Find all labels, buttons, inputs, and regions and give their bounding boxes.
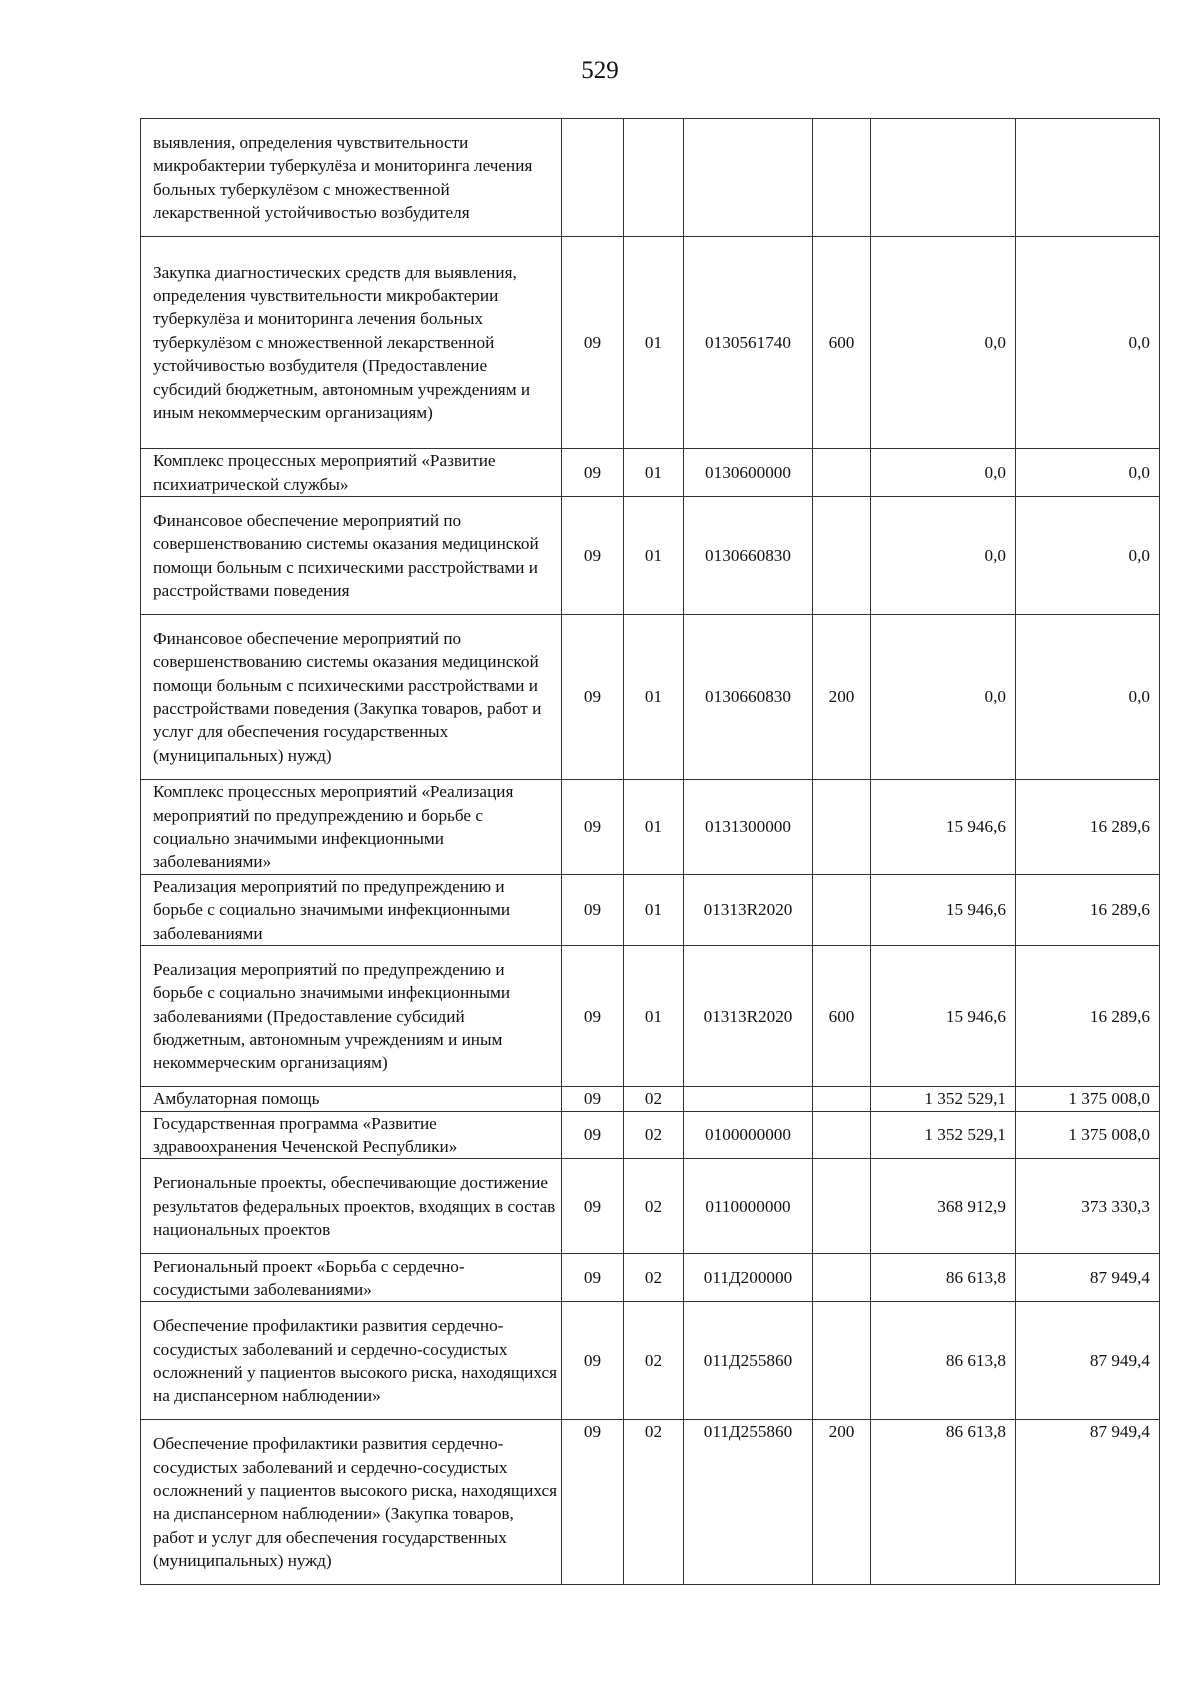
subsection-code: 01 bbox=[624, 615, 684, 780]
amount-year-2: 87 949,4 bbox=[1016, 1420, 1160, 1585]
row-name: Региональный проект «Борьба с сердечно-сосудистыми заболеваниями» bbox=[141, 1254, 562, 1302]
amount-year-1: 0,0 bbox=[871, 615, 1016, 780]
section-code: 09 bbox=[562, 1111, 624, 1159]
table-row bbox=[141, 1254, 1160, 1302]
amount-year-1: 1 352 529,1 bbox=[871, 1111, 1016, 1159]
subsection-code: 01 bbox=[624, 875, 684, 946]
amount-year-1: 0,0 bbox=[871, 237, 1016, 449]
row-name: Региональные проекты, обеспечивающие достижение результатов федеральных проектов, входящих в состав национальных проектов bbox=[141, 1159, 562, 1254]
section-code: 09 bbox=[562, 497, 624, 615]
row-name: Обеспечение профилактики развития сердечно-сосудистых заболеваний и сердечно-сосудистых осложнений у пациентов высокого риска, находящихся на диспансерном наблюдении» (Закупка товаров, работ и услуг для обеспечения государственных (муниципальных) нужд) bbox=[141, 1420, 562, 1585]
expense-type-code bbox=[813, 1254, 871, 1302]
amount-year-1: 86 613,8 bbox=[871, 1420, 1016, 1585]
expense-type-code bbox=[813, 1302, 871, 1420]
section-code: 09 bbox=[562, 780, 624, 875]
section-code: 09 bbox=[562, 615, 624, 780]
amount-year-2: 0,0 bbox=[1016, 449, 1160, 497]
table-row bbox=[141, 1302, 1160, 1420]
subsection-code: 01 bbox=[624, 497, 684, 615]
row-name: Закупка диагностических средств для выявления, определения чувствительности микробактерии туберкулёза и мониторинга лечения больных туберкулёзом с множественной лекарственной устойчивостью возбудителя (Предоставление субсидий бюджетным, автономным учреждениям и иным некоммерческим организациям) bbox=[141, 237, 562, 449]
amount-year-1: 86 613,8 bbox=[871, 1302, 1016, 1420]
row-name: Финансовое обеспечение мероприятий по совершенствованию системы оказания медицинской помощи больным с психическими расстройствами и расстройствами поведения bbox=[141, 497, 562, 615]
section-code: 09 bbox=[562, 1302, 624, 1420]
amount-year-2: 87 949,4 bbox=[1016, 1302, 1160, 1420]
row-name: Комплекс процессных мероприятий «Реализация мероприятий по предупреждению и борьбе с социально значимыми инфекционными заболеваниями» bbox=[141, 780, 562, 875]
table-row bbox=[141, 449, 1160, 497]
expense-type-code: 200 bbox=[813, 615, 871, 780]
target-article-code: 011Д200000 bbox=[684, 1254, 813, 1302]
table-row bbox=[141, 237, 1160, 449]
expense-type-code: 200 bbox=[813, 1420, 871, 1585]
amount-year-1 bbox=[871, 119, 1016, 237]
amount-year-2: 16 289,6 bbox=[1016, 875, 1160, 946]
subsection-code: 01 bbox=[624, 449, 684, 497]
amount-year-2: 16 289,6 bbox=[1016, 780, 1160, 875]
amount-year-1: 0,0 bbox=[871, 497, 1016, 615]
subsection-code: 02 bbox=[624, 1420, 684, 1585]
row-name: Обеспечение профилактики развития сердечно-сосудистых заболеваний и сердечно-сосудистых осложнений у пациентов высокого риска, находящихся на диспансерном наблюдении» bbox=[141, 1302, 562, 1420]
expense-type-code bbox=[813, 875, 871, 946]
subsection-code: 02 bbox=[624, 1302, 684, 1420]
section-code: 09 bbox=[562, 1254, 624, 1302]
target-article-code: 01313R2020 bbox=[684, 946, 813, 1087]
table-row bbox=[141, 1159, 1160, 1254]
expense-type-code bbox=[813, 1087, 871, 1111]
section-code: 09 bbox=[562, 875, 624, 946]
amount-year-2: 373 330,3 bbox=[1016, 1159, 1160, 1254]
expense-type-code bbox=[813, 780, 871, 875]
expense-type-code: 600 bbox=[813, 237, 871, 449]
amount-year-1: 15 946,6 bbox=[871, 780, 1016, 875]
section-code: 09 bbox=[562, 1420, 624, 1585]
amount-year-2: 0,0 bbox=[1016, 615, 1160, 780]
table-row bbox=[141, 615, 1160, 780]
section-code: 09 bbox=[562, 449, 624, 497]
table-row bbox=[141, 497, 1160, 615]
expense-type-code bbox=[813, 1111, 871, 1159]
expense-type-code bbox=[813, 1159, 871, 1254]
amount-year-1: 368 912,9 bbox=[871, 1159, 1016, 1254]
amount-year-2: 1 375 008,0 bbox=[1016, 1111, 1160, 1159]
row-name: Реализация мероприятий по предупреждению и борьбе с социально значимыми инфекционными заболеваниями (Предоставление субсидий бюджетным, автономным учреждениям и иным некоммерческим организациям) bbox=[141, 946, 562, 1087]
target-article-code: 0100000000 bbox=[684, 1111, 813, 1159]
amount-year-2: 1 375 008,0 bbox=[1016, 1087, 1160, 1111]
expense-type-code bbox=[813, 497, 871, 615]
target-article-code: 0110000000 bbox=[684, 1159, 813, 1254]
table-row bbox=[141, 1420, 1160, 1585]
table-row bbox=[141, 1111, 1160, 1159]
amount-year-1: 0,0 bbox=[871, 449, 1016, 497]
section-code: 09 bbox=[562, 1087, 624, 1111]
subsection-code: 02 bbox=[624, 1254, 684, 1302]
amount-year-1: 86 613,8 bbox=[871, 1254, 1016, 1302]
target-article-code bbox=[684, 1087, 813, 1111]
table-row bbox=[141, 1087, 1160, 1111]
section-code bbox=[562, 119, 624, 237]
target-article-code: 0130660830 bbox=[684, 615, 813, 780]
expense-type-code bbox=[813, 449, 871, 497]
subsection-code: 01 bbox=[624, 780, 684, 875]
amount-year-1: 15 946,6 bbox=[871, 875, 1016, 946]
amount-year-2: 0,0 bbox=[1016, 237, 1160, 449]
subsection-code: 01 bbox=[624, 237, 684, 449]
subsection-code: 02 bbox=[624, 1087, 684, 1111]
target-article-code: 0130660830 bbox=[684, 497, 813, 615]
subsection-code bbox=[624, 119, 684, 237]
row-name: Комплекс процессных мероприятий «Развитие психиатрической службы» bbox=[141, 449, 562, 497]
amount-year-2 bbox=[1016, 119, 1160, 237]
table-row bbox=[141, 946, 1160, 1087]
table-row bbox=[141, 780, 1160, 875]
row-name: Реализация мероприятий по предупреждению и борьбе с социально значимыми инфекционными заболеваниями bbox=[141, 875, 562, 946]
table-row bbox=[141, 875, 1160, 946]
row-name: Государственная программа «Развитие здравоохранения Чеченской Республики» bbox=[141, 1111, 562, 1159]
page-number: 529 bbox=[581, 57, 619, 84]
subsection-code: 01 bbox=[624, 946, 684, 1087]
expense-type-code: 600 bbox=[813, 946, 871, 1087]
row-name: Амбулаторная помощь bbox=[141, 1087, 562, 1111]
subsection-code: 02 bbox=[624, 1159, 684, 1254]
amount-year-2: 87 949,4 bbox=[1016, 1254, 1160, 1302]
target-article-code: 0131300000 bbox=[684, 780, 813, 875]
target-article-code: 01313R2020 bbox=[684, 875, 813, 946]
row-name: выявления, определения чувствительности микробактерии туберкулёза и мониторинга лечения больных туберкулёзом с множественной лекарственной устойчивостью возбудителя bbox=[141, 119, 562, 237]
target-article-code: 011Д255860 bbox=[684, 1302, 813, 1420]
budget-table bbox=[140, 118, 1160, 1585]
subsection-code: 02 bbox=[624, 1111, 684, 1159]
target-article-code: 011Д255860 bbox=[684, 1420, 813, 1585]
target-article-code bbox=[684, 119, 813, 237]
amount-year-1: 1 352 529,1 bbox=[871, 1087, 1016, 1111]
target-article-code: 0130600000 bbox=[684, 449, 813, 497]
table-row bbox=[141, 119, 1160, 237]
section-code: 09 bbox=[562, 1159, 624, 1254]
target-article-code: 0130561740 bbox=[684, 237, 813, 449]
section-code: 09 bbox=[562, 946, 624, 1087]
expense-type-code bbox=[813, 119, 871, 237]
amount-year-1: 15 946,6 bbox=[871, 946, 1016, 1087]
amount-year-2: 0,0 bbox=[1016, 497, 1160, 615]
amount-year-2: 16 289,6 bbox=[1016, 946, 1160, 1087]
row-name: Финансовое обеспечение мероприятий по совершенствованию системы оказания медицинской помощи больным с психическими расстройствами и расстройствами поведения (Закупка товаров, работ и услуг для обеспечения государственных (муниципальных) нужд) bbox=[141, 615, 562, 780]
section-code: 09 bbox=[562, 237, 624, 449]
